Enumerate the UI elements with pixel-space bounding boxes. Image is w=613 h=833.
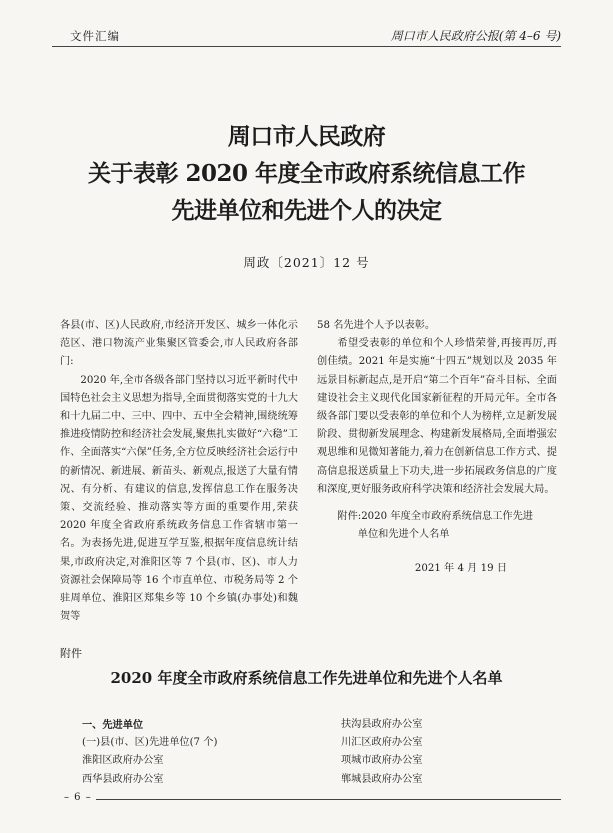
document-number: 周政〔2021〕12 号 (243, 255, 370, 270)
page-header (52, 20, 561, 47)
list-item: (一)县(市、区)先进单位(7 个) (82, 737, 218, 749)
paragraph-2: 希望受表彰的单位和个人珍惜荣誉,再接再厉,再创佳绩。2021 年是实施“十四五”规划以及 2035 年远景目标新起点,是开启“第二个百年”奋斗目标、全面建设社会主义现代化国家新征程的开局元年。全市各级各部门要以受表彰的单位和个人为榜样,立足新发展阶段、贯彻新发展理念、构建新发展格局,全面增强宏观思维和见微知著能力,着力在创新信息工作方式、提高信息报送质量上下功夫,进一步拓展政务信息的广度和深度,更好服务政府科学决策和经济社会发展大局。 (317, 338, 557, 495)
list-item: 西华县政府办公室 (82, 773, 164, 785)
title-line-2: 关于表彰 2020 年度全市政府系统信息工作 (87, 160, 526, 187)
paragraph-1-continued: 58 名先进个人予以表彰。 (317, 320, 436, 331)
appendix-list-right (341, 716, 423, 789)
title-line-1: 周口市人民政府 (227, 123, 386, 150)
header-publication: 周口市人民政府公报(第 4–6 号) (390, 29, 561, 43)
attachment-line-2: 单位和先进个人名单 (357, 529, 450, 541)
document-title (0, 118, 613, 229)
title-line-3: 先进单位和先进个人的决定 (171, 197, 442, 224)
attachment-line-1: 附件:2020 年度全市政府系统信息工作先进 (337, 511, 533, 523)
document-date: 2021 年 4 月 19 日 (414, 563, 507, 575)
list-item: 淮阳区政府办公室 (82, 755, 164, 767)
list-item: 项城市政府办公室 (341, 755, 423, 767)
body-column-right (317, 317, 557, 579)
attachment-note (317, 508, 557, 544)
footer-rule (52, 799, 561, 801)
appendix-title: 2020 年度全市政府系统信息工作先进单位和先进个人名单 (110, 669, 503, 687)
paragraph-1: 2020 年,全市各级各部门坚持以习近平新时代中国特色社会主义思想为指导,全面贯彻落实党的十九大和十九届二中、三中、四中、五中全会精神,围绕统筹推进疫情防控和经济社会发展,聚焦扎实做好“六稳”工作、全面落实“六保”任务,全方位反映经济社会运行中的新情况、新进展、新苗头、新观点,报送了大量有情况、有分析、有建议的信息,发挥信息工作在服务决策、交流经验、推动落实等方面的重要作用,荣获 2020 年度全省政府系统政务信息工作省辖市第一名。为表扬先进,促进互学互鉴,根据年度信息统计结果,市政府决定,对淮阳区等 7 个县(市、区)、市人力资源社会保障局等 16 个市直单位、市税务局等 2 个驻周单位、淮阳区郑集乡等 10 个乡镇(办事处)和魏贺等 (60, 374, 298, 623)
header-section: 文件汇编 (70, 29, 120, 43)
body-column-left (60, 317, 298, 626)
list-item: 川汇区政府办公室 (341, 737, 423, 749)
list-item: 扶沟县政府办公室 (341, 719, 423, 730)
list-item: 郸城县政府办公室 (341, 773, 423, 785)
salutation: 各县(市、区)人民政府,市经济开发区、城乡一体化示范区、港口物流产业集聚区管委会,市人民政府各部门: (60, 320, 298, 368)
appendix-list-left (82, 716, 217, 789)
page-number: – 6 – (52, 792, 96, 803)
list-item: 一、先进单位 (82, 719, 144, 731)
appendix-label: 附件 (60, 647, 82, 660)
